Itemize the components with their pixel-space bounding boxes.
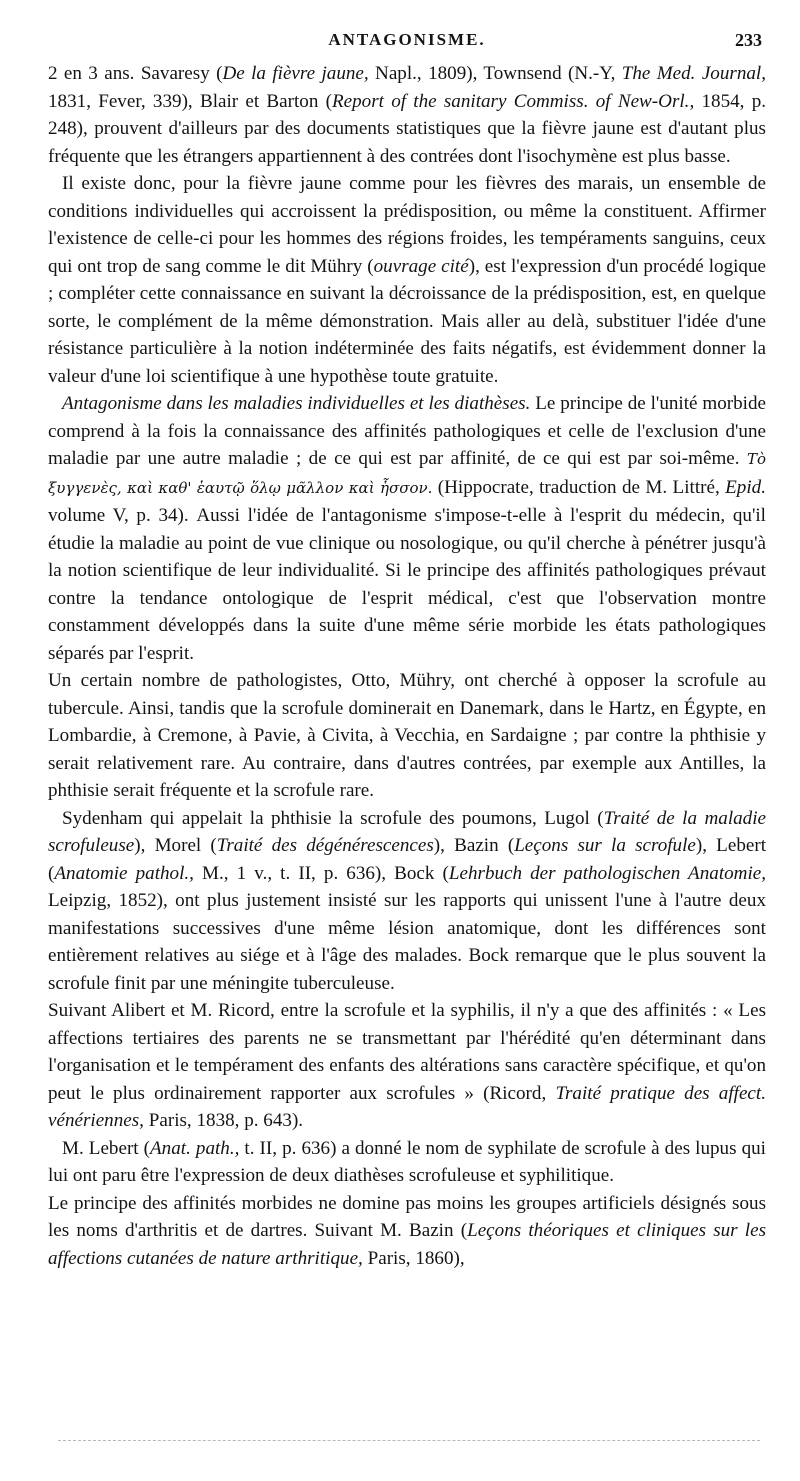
paragraph-2 bbox=[48, 170, 766, 390]
page-number: 233 bbox=[735, 30, 762, 50]
citation-title: ouvrage cité bbox=[373, 255, 469, 277]
text-run: ), Morel ( bbox=[134, 835, 217, 856]
text-run: Sydenham qui appelait la phthisie la scrofule des poumons, Lugol ( bbox=[62, 807, 604, 829]
paragraph-6 bbox=[48, 997, 766, 1135]
paragraph-4 bbox=[48, 667, 766, 805]
text-run: Leipzig, 1852), ont plus justement insisté sur les rapports qui unissent l'une à l'autre deux manifestations successives d'une même lésion anatomique, dont les différences sont entièrement relatives au siége et à l'âge des malades. Bock remarque que le plus souvent la scrofule finit par une méningite tuberculeuse. bbox=[48, 890, 766, 994]
running-title: ANTAGONISME. bbox=[328, 30, 486, 49]
bottom-rule bbox=[58, 1440, 760, 1441]
citation-title: Lehrbuch der pathologischen Anatomie, bbox=[448, 862, 767, 884]
text-run: M., 1 v., t. II, p. 636), Bock ( bbox=[193, 862, 449, 884]
text-run: (Hippocrate, traduction de M. Littré, bbox=[432, 476, 726, 498]
citation-title: Epid. bbox=[725, 476, 766, 498]
text-run: Le principe de l'unité morbide comprend à la fois la connaissance des affinités pathologiques et celle de l'exclusion d'une maladie par une autre maladie ; de ce qui est par affinité, de ce qui est par soi-même. bbox=[48, 393, 766, 469]
text-run: 1831, Fever, 339), Blair et Barton ( bbox=[48, 90, 332, 112]
paragraph-8 bbox=[48, 1190, 766, 1273]
citation-title: Traité de la maladie scrofuleuse bbox=[48, 807, 766, 856]
body-text bbox=[48, 60, 766, 1272]
section-heading: Antagonisme dans les maladies individuelles et les diathèses. bbox=[62, 393, 531, 414]
greek-quotation: Τὸ ξυγγενὲς, καὶ καθ' ἑαυτῷ ὅλῳ μᾶλλον καὶ ἧσσον. bbox=[48, 450, 766, 497]
paragraph-3 bbox=[48, 390, 766, 667]
text-run: 2 en 3 ans. Savaresy ( bbox=[48, 63, 223, 84]
text-run: volume V, p. 34). Aussi l'idée de l'antagonisme s'impose-t-elle à l'esprit du médecin, qu'il étudie la maladie au point de vue clinique ou nosologique, ou qu'il cherche à pénétrer jusqu'à la notion scientifique de leur individualité. Si le principe des affinités pathologiques prévaut contre la tendance ontologique de l'esprit médical, c'est que l'observation montre constamment développés dans la suite d'une même série morbide les états pathologiques séparés par l'esprit. bbox=[48, 505, 766, 664]
text-run: Suivant Alibert et M. Ricord, entre la scrofule et la syphilis, il n'y a que des affinités : « Les affections tertiaires des parents ne se transmettant par l'hérédité qu'en déterminant dans l'organisation et le tempérament des enfants des altérations sans caractère spécifique, et qu'on peut le plus ordinairement rapporter aux scrofules » (Ricord, bbox=[48, 1000, 766, 1104]
citation-title: Traité pratique des affect. vénériennes, bbox=[48, 1082, 766, 1131]
citation-title: Anat. path., bbox=[150, 1137, 240, 1159]
paragraph-5 bbox=[48, 805, 766, 998]
text-run: 1854, p. 248), prouvent d'ailleurs par des documents statistiques que la fièvre jaune est d'autant plus fréquente que les étrangers appartiennent à des contrées dont l'isochymène est plus basse. bbox=[48, 90, 767, 167]
text-run: ), est l'expression d'un procédé logique ; compléter cette connaissance en suivant la décroissance de la prédisposition, est, en quelque sorte, le complément de la même démonstration. Mais aller au delà, substituer l'idée d'une résistance particulière à la notion indéterminée des faits négatifs, est évidemment donner la valeur d'une loi scientifique à une hypothèse toute gratuite. bbox=[48, 255, 767, 387]
text-run: Napl., 1809), Townsend (N.-Y, bbox=[368, 63, 622, 84]
paragraph-7 bbox=[48, 1135, 766, 1190]
running-head bbox=[48, 30, 766, 60]
citation-title: Leçons sur la scrofule bbox=[514, 835, 696, 856]
text-run: ), Bazin ( bbox=[433, 835, 515, 856]
text-run: Paris, 1860), bbox=[362, 1247, 465, 1269]
citation-title: De la fièvre jaune, bbox=[222, 63, 369, 84]
citation-title: Anatomie pathol., bbox=[54, 862, 194, 884]
text-run: Paris, 1838, p. 643). bbox=[143, 1110, 304, 1131]
text-run: t. II, p. 636) a donné le nom de syphilate de scrofule à des lupus qui lui ont paru être l'expression de deux diathèses scrofuleuse et syphilitique. bbox=[48, 1137, 766, 1186]
citation-title: Leçons théoriques et cliniques sur les affections cutanées de nature arthritique, bbox=[48, 1220, 766, 1269]
text-run: M. Lebert ( bbox=[62, 1137, 151, 1159]
citation-title: The Med. Journal, bbox=[621, 63, 767, 84]
text-run: ), Lebert ( bbox=[48, 835, 767, 884]
text-run: Le principe des affinités morbides ne domine pas moins les groupes artificiels désignés sous les noms d'arthritis et de dartres. Suivant M. Bazin ( bbox=[48, 1192, 766, 1241]
citation-title: Traité des dégénérescences bbox=[216, 835, 434, 856]
text-run: Un certain nombre de pathologistes, Otto, Mühry, ont cherché à opposer la scrofule au tubercule. Ainsi, tandis que la scrofule dominerait en Danemark, dans le Hartz, en Égypte, en Lombardie, à Cremone, à Pavie, à Civita, à Vecchia, en Sardaigne ; par contre la phthisie y serait relativement rare. Au contraire, dans d'autres contrées, par exemple aux Antilles, la phthisie serait fréquente et la scrofule rare. bbox=[48, 670, 766, 801]
paragraph-1 bbox=[48, 60, 766, 170]
text-run: Il existe donc, pour la fièvre jaune comme pour les fièvres des marais, un ensemble de conditions individuelles qui accroissent la prédisposition, ou même la constituent. Affirmer l'existence de celle-ci pour les hommes des régions froides, les tempéraments sanguins, ceux qui ont trop de sang comme le dit Mühry ( bbox=[48, 173, 766, 277]
citation-title: Report of the sanitary Commiss. of New-Orl., bbox=[331, 90, 695, 112]
